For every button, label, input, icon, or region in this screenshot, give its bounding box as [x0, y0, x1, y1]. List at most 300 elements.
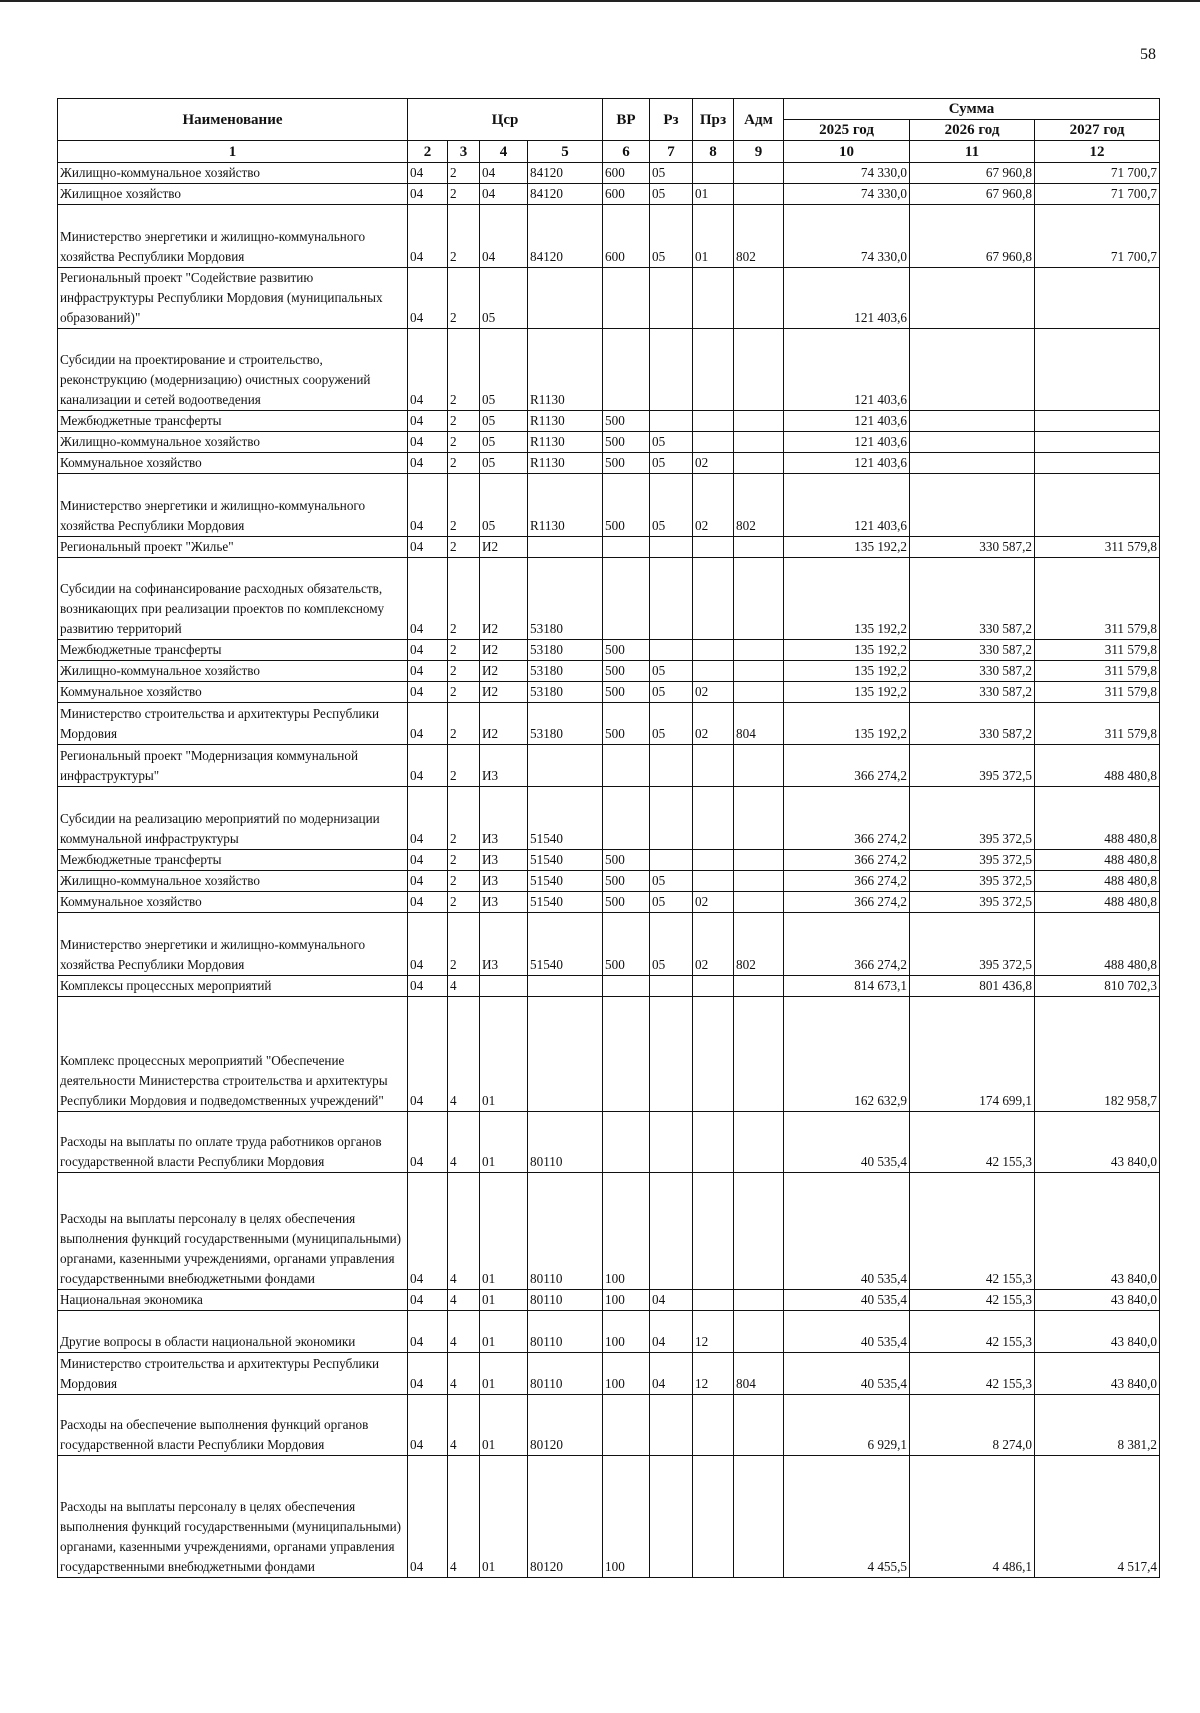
csr-part-2: 04 [408, 1395, 448, 1456]
rz-code: 05 [650, 205, 693, 268]
amount-2026 [910, 432, 1035, 453]
csr-part-3: 2 [448, 474, 480, 537]
table-row [58, 205, 1160, 268]
csr-part-3: 2 [448, 850, 480, 871]
csr-part-4: 04 [480, 184, 528, 205]
csr-code: 51540 [528, 871, 603, 892]
amount-2025: 135 192,2 [784, 558, 910, 640]
header-year-2027: 2027 год [1035, 120, 1160, 141]
csr-code: 84120 [528, 184, 603, 205]
col-number: 3 [448, 141, 480, 163]
vr-code: 500 [603, 640, 650, 661]
row-name: Расходы на выплаты персоналу в целях обеспечения выполнения функций государственными (муниципальными) органами, казенными учреждениями, органами управления государственными внебюджетными фондами [58, 1173, 408, 1290]
csr-part-2: 04 [408, 474, 448, 537]
csr-code: 80110 [528, 1353, 603, 1395]
csr-part-4: И2 [480, 537, 528, 558]
rz-code: 04 [650, 1311, 693, 1353]
vr-code [603, 1395, 650, 1456]
csr-part-4: 01 [480, 1112, 528, 1173]
amount-2025: 135 192,2 [784, 537, 910, 558]
csr-part-2: 04 [408, 1456, 448, 1578]
table-row [58, 640, 1160, 661]
rz-code [650, 1395, 693, 1456]
csr-code [528, 537, 603, 558]
table-row [58, 1456, 1160, 1578]
table-row [58, 163, 1160, 184]
csr-part-2: 04 [408, 997, 448, 1112]
vr-code [603, 976, 650, 997]
csr-code: 80110 [528, 1173, 603, 1290]
vr-code [603, 997, 650, 1112]
adm-code [734, 1456, 784, 1578]
table-row [58, 474, 1160, 537]
vr-code: 500 [603, 474, 650, 537]
prz-code [693, 787, 734, 850]
row-name: Министерство энергетики и жилищно-коммунального хозяйства Республики Мордовия [58, 205, 408, 268]
csr-part-3: 2 [448, 537, 480, 558]
amount-2027: 43 840,0 [1035, 1173, 1160, 1290]
adm-code [734, 892, 784, 913]
rz-code: 05 [650, 453, 693, 474]
csr-part-4 [480, 976, 528, 997]
csr-code: R1130 [528, 432, 603, 453]
amount-2025: 814 673,1 [784, 976, 910, 997]
amount-2026 [910, 474, 1035, 537]
csr-part-3: 4 [448, 1456, 480, 1578]
amount-2026: 395 372,5 [910, 913, 1035, 976]
csr-code: 84120 [528, 163, 603, 184]
csr-part-2: 04 [408, 745, 448, 787]
amount-2025: 366 274,2 [784, 745, 910, 787]
row-name: Коммунальное хозяйство [58, 892, 408, 913]
csr-part-4: И2 [480, 558, 528, 640]
csr-code [528, 997, 603, 1112]
csr-part-3: 2 [448, 329, 480, 411]
csr-part-2: 04 [408, 850, 448, 871]
table-row [58, 892, 1160, 913]
csr-part-2: 04 [408, 1353, 448, 1395]
row-name: Региональный проект "Содействие развитию инфраструктуры Республики Мордовия (муниципальных образований)" [58, 268, 408, 329]
prz-code [693, 558, 734, 640]
adm-code: 802 [734, 205, 784, 268]
col-number: 9 [734, 141, 784, 163]
vr-code: 100 [603, 1353, 650, 1395]
csr-part-4: 05 [480, 432, 528, 453]
table-row [58, 745, 1160, 787]
row-name: Жилищное хозяйство [58, 184, 408, 205]
row-name: Жилищно-коммунальное хозяйство [58, 661, 408, 682]
table-header [58, 99, 1160, 163]
csr-part-4: 05 [480, 453, 528, 474]
adm-code [734, 329, 784, 411]
table-row [58, 411, 1160, 432]
adm-code [734, 871, 784, 892]
amount-2027: 488 480,8 [1035, 745, 1160, 787]
rz-code: 05 [650, 184, 693, 205]
csr-part-2: 04 [408, 871, 448, 892]
adm-code [734, 640, 784, 661]
csr-part-2: 04 [408, 329, 448, 411]
amount-2025: 6 929,1 [784, 1395, 910, 1456]
amount-2025: 366 274,2 [784, 892, 910, 913]
header-year-2026: 2026 год [910, 120, 1035, 141]
row-name: Расходы на обеспечение выполнения функций органов государственной власти Республики Мордовия [58, 1395, 408, 1456]
csr-part-2: 04 [408, 1311, 448, 1353]
csr-part-3: 2 [448, 787, 480, 850]
amount-2027: 43 840,0 [1035, 1290, 1160, 1311]
amount-2026: 395 372,5 [910, 871, 1035, 892]
csr-code: 53180 [528, 558, 603, 640]
vr-code [603, 1112, 650, 1173]
prz-code: 02 [693, 892, 734, 913]
csr-part-4: 01 [480, 1311, 528, 1353]
csr-part-3: 4 [448, 997, 480, 1112]
rz-code [650, 787, 693, 850]
prz-code: 12 [693, 1353, 734, 1395]
csr-part-3: 2 [448, 640, 480, 661]
csr-part-2: 04 [408, 892, 448, 913]
csr-code: 51540 [528, 850, 603, 871]
amount-2026: 67 960,8 [910, 163, 1035, 184]
adm-code [734, 1311, 784, 1353]
csr-part-2: 04 [408, 537, 448, 558]
adm-code [734, 787, 784, 850]
vr-code: 500 [603, 432, 650, 453]
csr-part-3: 2 [448, 205, 480, 268]
prz-code [693, 432, 734, 453]
csr-part-3: 2 [448, 558, 480, 640]
prz-code [693, 745, 734, 787]
prz-code: 02 [693, 682, 734, 703]
vr-code [603, 329, 650, 411]
amount-2027: 488 480,8 [1035, 913, 1160, 976]
col-number: 11 [910, 141, 1035, 163]
rz-code [650, 1456, 693, 1578]
rz-code [650, 976, 693, 997]
row-name: Коммунальное хозяйство [58, 453, 408, 474]
header-name: Наименование [58, 99, 408, 141]
header-rz: Рз [650, 99, 693, 141]
rz-code: 05 [650, 661, 693, 682]
csr-part-4: 04 [480, 205, 528, 268]
vr-code: 500 [603, 850, 650, 871]
amount-2027 [1035, 268, 1160, 329]
row-name: Региональный проект "Модернизация коммунальной инфраструктуры" [58, 745, 408, 787]
prz-code: 02 [693, 913, 734, 976]
row-name: Другие вопросы в области национальной экономики [58, 1311, 408, 1353]
rz-code: 05 [650, 432, 693, 453]
amount-2025: 121 403,6 [784, 453, 910, 474]
prz-code: 02 [693, 703, 734, 745]
col-number: 12 [1035, 141, 1160, 163]
csr-part-3: 2 [448, 682, 480, 703]
table-row [58, 1353, 1160, 1395]
col-number: 6 [603, 141, 650, 163]
prz-code [693, 1456, 734, 1578]
table-row [58, 661, 1160, 682]
amount-2027: 488 480,8 [1035, 871, 1160, 892]
csr-part-4: 05 [480, 411, 528, 432]
csr-part-2: 04 [408, 558, 448, 640]
csr-code: 51540 [528, 787, 603, 850]
amount-2025: 74 330,0 [784, 163, 910, 184]
row-name: Межбюджетные трансферты [58, 850, 408, 871]
amount-2026: 42 155,3 [910, 1311, 1035, 1353]
csr-part-2: 04 [408, 411, 448, 432]
rz-code: 05 [650, 871, 693, 892]
amount-2026: 67 960,8 [910, 205, 1035, 268]
table-row [58, 268, 1160, 329]
rz-code [650, 558, 693, 640]
amount-2027: 43 840,0 [1035, 1311, 1160, 1353]
amount-2027: 311 579,8 [1035, 558, 1160, 640]
csr-code: 80110 [528, 1290, 603, 1311]
adm-code [734, 1112, 784, 1173]
csr-part-3: 4 [448, 976, 480, 997]
prz-code [693, 871, 734, 892]
csr-code: 51540 [528, 913, 603, 976]
csr-part-3: 2 [448, 453, 480, 474]
table-row [58, 184, 1160, 205]
prz-code [693, 640, 734, 661]
csr-part-2: 04 [408, 976, 448, 997]
table-row [58, 453, 1160, 474]
csr-part-2: 04 [408, 184, 448, 205]
table-row [58, 787, 1160, 850]
rz-code: 05 [650, 892, 693, 913]
csr-part-2: 04 [408, 682, 448, 703]
adm-code [734, 682, 784, 703]
table-row [58, 976, 1160, 997]
rz-code: 05 [650, 703, 693, 745]
amount-2026: 67 960,8 [910, 184, 1035, 205]
csr-part-3: 2 [448, 745, 480, 787]
amount-2026 [910, 453, 1035, 474]
csr-code: R1130 [528, 453, 603, 474]
amount-2027: 311 579,8 [1035, 640, 1160, 661]
header-year-2025: 2025 год [784, 120, 910, 141]
vr-code: 600 [603, 184, 650, 205]
vr-code: 500 [603, 682, 650, 703]
top-border-line [0, 0, 1200, 2]
csr-part-4: И2 [480, 661, 528, 682]
col-number: 8 [693, 141, 734, 163]
col-number: 2 [408, 141, 448, 163]
amount-2025: 121 403,6 [784, 474, 910, 537]
amount-2026: 42 155,3 [910, 1353, 1035, 1395]
header-prz: Прз [693, 99, 734, 141]
table-body [58, 163, 1160, 1578]
amount-2027: 311 579,8 [1035, 537, 1160, 558]
adm-code [734, 268, 784, 329]
amount-2027 [1035, 432, 1160, 453]
table-row [58, 871, 1160, 892]
csr-part-3: 2 [448, 892, 480, 913]
col-number: 1 [58, 141, 408, 163]
csr-code: R1130 [528, 329, 603, 411]
vr-code: 600 [603, 205, 650, 268]
amount-2027: 182 958,7 [1035, 997, 1160, 1112]
csr-part-2: 04 [408, 913, 448, 976]
adm-code [734, 163, 784, 184]
row-name: Коммунальное хозяйство [58, 682, 408, 703]
vr-code [603, 787, 650, 850]
csr-part-4: 01 [480, 1290, 528, 1311]
amount-2026: 330 587,2 [910, 537, 1035, 558]
amount-2027: 810 702,3 [1035, 976, 1160, 997]
csr-part-4: И3 [480, 745, 528, 787]
csr-part-4: И3 [480, 871, 528, 892]
prz-code [693, 163, 734, 184]
row-name: Национальная экономика [58, 1290, 408, 1311]
csr-part-3: 2 [448, 871, 480, 892]
adm-code [734, 1395, 784, 1456]
amount-2027: 71 700,7 [1035, 184, 1160, 205]
csr-part-4: И2 [480, 703, 528, 745]
csr-code [528, 745, 603, 787]
col-number: 5 [528, 141, 603, 163]
amount-2027: 43 840,0 [1035, 1112, 1160, 1173]
row-name: Министерство строительства и архитектуры Республики Мордовия [58, 1353, 408, 1395]
csr-part-3: 2 [448, 661, 480, 682]
csr-part-4: 04 [480, 163, 528, 184]
amount-2027: 8 381,2 [1035, 1395, 1160, 1456]
amount-2027 [1035, 453, 1160, 474]
adm-code [734, 976, 784, 997]
csr-part-2: 04 [408, 453, 448, 474]
table-row [58, 329, 1160, 411]
csr-code [528, 976, 603, 997]
amount-2027 [1035, 329, 1160, 411]
amount-2027 [1035, 411, 1160, 432]
amount-2026 [910, 268, 1035, 329]
vr-code: 500 [603, 661, 650, 682]
table-row [58, 703, 1160, 745]
rz-code [650, 850, 693, 871]
row-name: Субсидии на проектирование и строительство, реконструкцию (модернизацию) очистных сооружений канализации и сетей водоотведения [58, 329, 408, 411]
amount-2025: 121 403,6 [784, 411, 910, 432]
prz-code: 02 [693, 453, 734, 474]
prz-code: 01 [693, 184, 734, 205]
table-row [58, 997, 1160, 1112]
csr-code: 53180 [528, 703, 603, 745]
csr-code [528, 268, 603, 329]
amount-2025: 135 192,2 [784, 661, 910, 682]
csr-code: R1130 [528, 474, 603, 537]
rz-code: 05 [650, 163, 693, 184]
col-number: 10 [784, 141, 910, 163]
adm-code [734, 850, 784, 871]
table-row [58, 913, 1160, 976]
csr-part-3: 2 [448, 703, 480, 745]
rz-code [650, 268, 693, 329]
row-name: Жилищно-коммунальное хозяйство [58, 432, 408, 453]
amount-2025: 121 403,6 [784, 268, 910, 329]
header-sum: Сумма [784, 99, 1160, 120]
amount-2027: 488 480,8 [1035, 787, 1160, 850]
page-number: 58 [1140, 46, 1156, 63]
amount-2026: 42 155,3 [910, 1112, 1035, 1173]
amount-2025: 135 192,2 [784, 682, 910, 703]
csr-part-3: 2 [448, 163, 480, 184]
table-row [58, 1173, 1160, 1290]
amount-2025: 121 403,6 [784, 432, 910, 453]
row-name: Министерство энергетики и жилищно-коммунального хозяйства Республики Мордовия [58, 474, 408, 537]
amount-2027 [1035, 474, 1160, 537]
amount-2025: 366 274,2 [784, 787, 910, 850]
amount-2027: 488 480,8 [1035, 892, 1160, 913]
csr-part-4: 01 [480, 1353, 528, 1395]
csr-part-3: 4 [448, 1112, 480, 1173]
budget-table [57, 98, 1160, 1578]
amount-2026: 8 274,0 [910, 1395, 1035, 1456]
csr-part-4: 01 [480, 997, 528, 1112]
vr-code [603, 558, 650, 640]
amount-2027: 71 700,7 [1035, 205, 1160, 268]
vr-code [603, 268, 650, 329]
row-name: Министерство энергетики и жилищно-коммунального хозяйства Республики Мордовия [58, 913, 408, 976]
csr-code: 53180 [528, 682, 603, 703]
csr-part-2: 04 [408, 661, 448, 682]
amount-2027: 311 579,8 [1035, 661, 1160, 682]
csr-part-4: И2 [480, 682, 528, 703]
csr-part-3: 4 [448, 1173, 480, 1290]
col-number: 7 [650, 141, 693, 163]
csr-code: 51540 [528, 892, 603, 913]
rz-code: 04 [650, 1353, 693, 1395]
col-number: 4 [480, 141, 528, 163]
amount-2025: 74 330,0 [784, 184, 910, 205]
row-name: Комплекс процессных мероприятий "Обеспечение деятельности Министерства строительства и архитектуры Республики Мордовия и подведомственных учреждений" [58, 997, 408, 1112]
csr-part-2: 04 [408, 1290, 448, 1311]
vr-code [603, 745, 650, 787]
vr-code: 100 [603, 1290, 650, 1311]
row-name: Расходы на выплаты персоналу в целях обеспечения выполнения функций государственными (муниципальными) органами, казенными учреждениями, органами управления государственными внебюджетными фондами [58, 1456, 408, 1578]
csr-code: 80110 [528, 1112, 603, 1173]
prz-code [693, 537, 734, 558]
prz-code [693, 1290, 734, 1311]
amount-2025: 74 330,0 [784, 205, 910, 268]
rz-code [650, 1112, 693, 1173]
vr-code: 500 [603, 892, 650, 913]
header-csr: Цср [408, 99, 603, 141]
csr-part-2: 04 [408, 205, 448, 268]
amount-2025: 121 403,6 [784, 329, 910, 411]
amount-2026: 330 587,2 [910, 682, 1035, 703]
rz-code: 05 [650, 682, 693, 703]
csr-code: 84120 [528, 205, 603, 268]
csr-part-4: И3 [480, 787, 528, 850]
table-row [58, 537, 1160, 558]
amount-2026: 174 699,1 [910, 997, 1035, 1112]
vr-code: 500 [603, 871, 650, 892]
csr-part-3: 2 [448, 184, 480, 205]
table-row [58, 1395, 1160, 1456]
csr-part-4: И2 [480, 640, 528, 661]
amount-2026: 330 587,2 [910, 640, 1035, 661]
amount-2026: 801 436,8 [910, 976, 1035, 997]
row-name: Субсидии на софинансирование расходных обязательств, возникающих при реализации проектов по комплексному развитию территорий [58, 558, 408, 640]
amount-2025: 135 192,2 [784, 640, 910, 661]
amount-2027: 71 700,7 [1035, 163, 1160, 184]
adm-code: 804 [734, 703, 784, 745]
row-name: Межбюджетные трансферты [58, 411, 408, 432]
csr-part-4: И3 [480, 892, 528, 913]
rz-code: 04 [650, 1290, 693, 1311]
csr-part-3: 2 [448, 913, 480, 976]
csr-part-3: 2 [448, 411, 480, 432]
header-adm: Адм [734, 99, 784, 141]
